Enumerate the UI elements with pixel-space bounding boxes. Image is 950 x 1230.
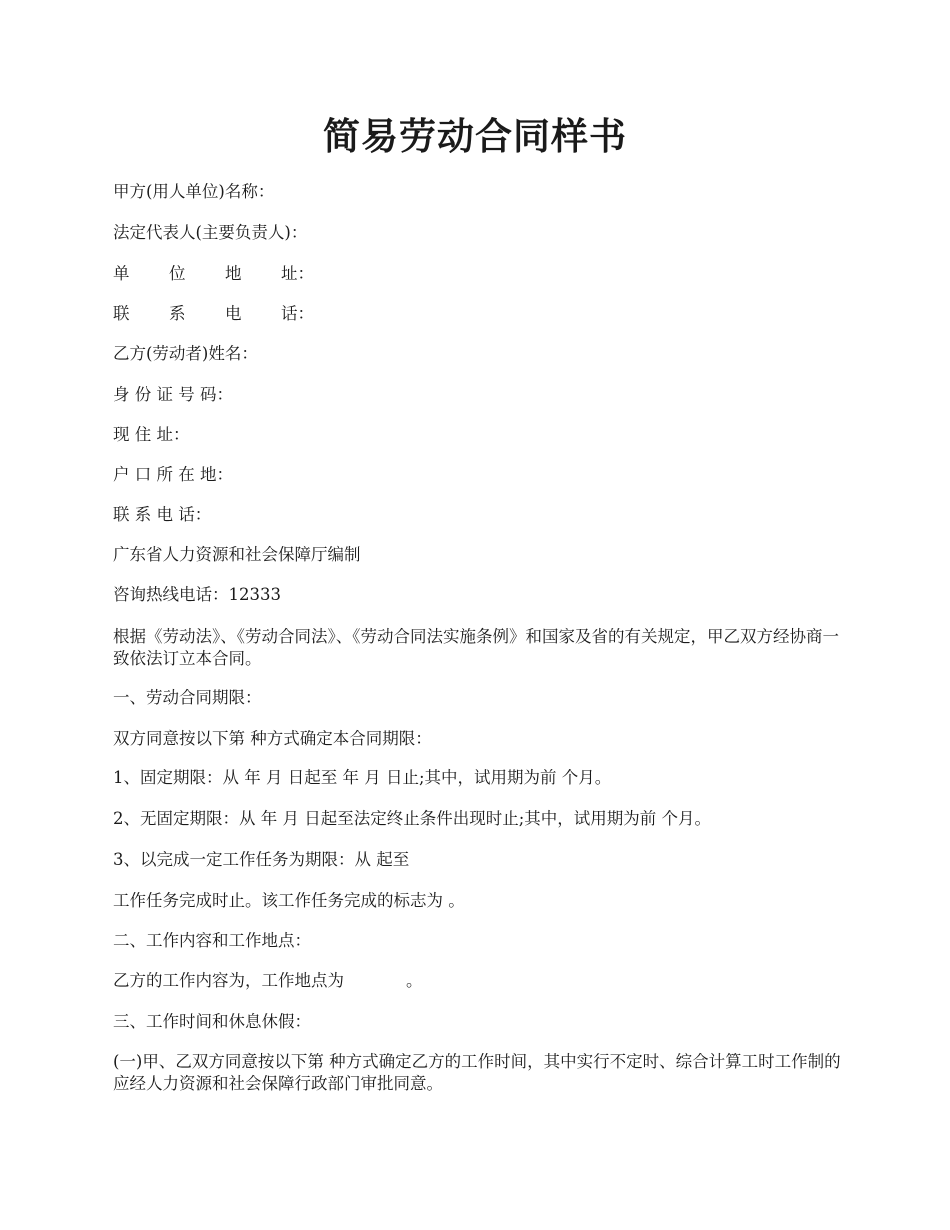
term-fixed-clause: 1、固定期限：从 年 月 日起至 年 月 日止;其中，试用期为前 个月。 [113, 768, 612, 787]
household-location-label: 户 口 所 在 地： [113, 465, 233, 484]
legal-representative-label: 法定代表人(主要负责人)： [113, 223, 308, 242]
section-2-heading: 二、工作内容和工作地点： [113, 931, 311, 950]
compiler-note: 广东省人力资源和社会保障厅编制 [113, 545, 361, 564]
contact-phone-char: 系 [169, 304, 186, 323]
unit-address-label [113, 263, 841, 285]
party-a-name-label: 甲方(用人单位)名称： [113, 182, 275, 201]
id-number-label: 身 份 证 号 码： [113, 385, 233, 404]
unit-address-char: 址： [281, 264, 314, 283]
contact-phone-label [113, 303, 841, 325]
section-1-heading: 一、劳动合同期限： [113, 688, 262, 707]
hotline-note: 咨询热线电话：12333 [113, 585, 281, 604]
unit-address-char: 位 [169, 264, 186, 283]
preamble-paragraph: 根据《劳动法》、《劳动合同法》、《劳动合同法实施条例》和国家及省的有关规定，甲乙双方经协商一致依法订立本合同。 [113, 627, 839, 668]
section-3-heading: 三、工作时间和休息休假： [113, 1012, 311, 1031]
term-task-clause: 3、以完成一定工作任务为期限：从 起至 [113, 850, 410, 869]
section-1-intro: 双方同意按以下第 种方式确定本合同期限： [113, 729, 432, 748]
party-b-phone-label: 联 系 电 话： [113, 505, 212, 524]
contact-phone-char: 联 [113, 304, 130, 323]
contact-phone-char: 电 [225, 304, 242, 323]
party-b-name-label: 乙方(劳动者)姓名： [113, 344, 258, 363]
unit-address-char: 地 [225, 264, 242, 283]
term-task-end-clause: 工作任务完成时止。该工作任务完成的标志为 。 [113, 891, 465, 910]
contact-phone-char: 话： [281, 304, 314, 323]
unit-address-char: 单 [113, 264, 130, 283]
work-content-clause [113, 970, 841, 992]
document-title: 简易劳动合同样书 [323, 114, 627, 158]
section-3-paragraph-1: (一)甲、乙双方同意按以下第 种方式确定乙方的工作时间，其中实行不定时、综合计算工时工作制的应经人力资源和社会保障行政部门审批同意。 [113, 1052, 841, 1093]
term-open-clause: 2、无固定期限：从 年 月 日起至法定终止条件出现时止;其中，试用期为前 个月。 [113, 809, 712, 828]
work-content-end: 。 [406, 971, 423, 990]
current-address-label: 现 住 址： [113, 425, 190, 444]
work-content-text: 乙方的工作内容为，工作地点为 [113, 971, 344, 990]
